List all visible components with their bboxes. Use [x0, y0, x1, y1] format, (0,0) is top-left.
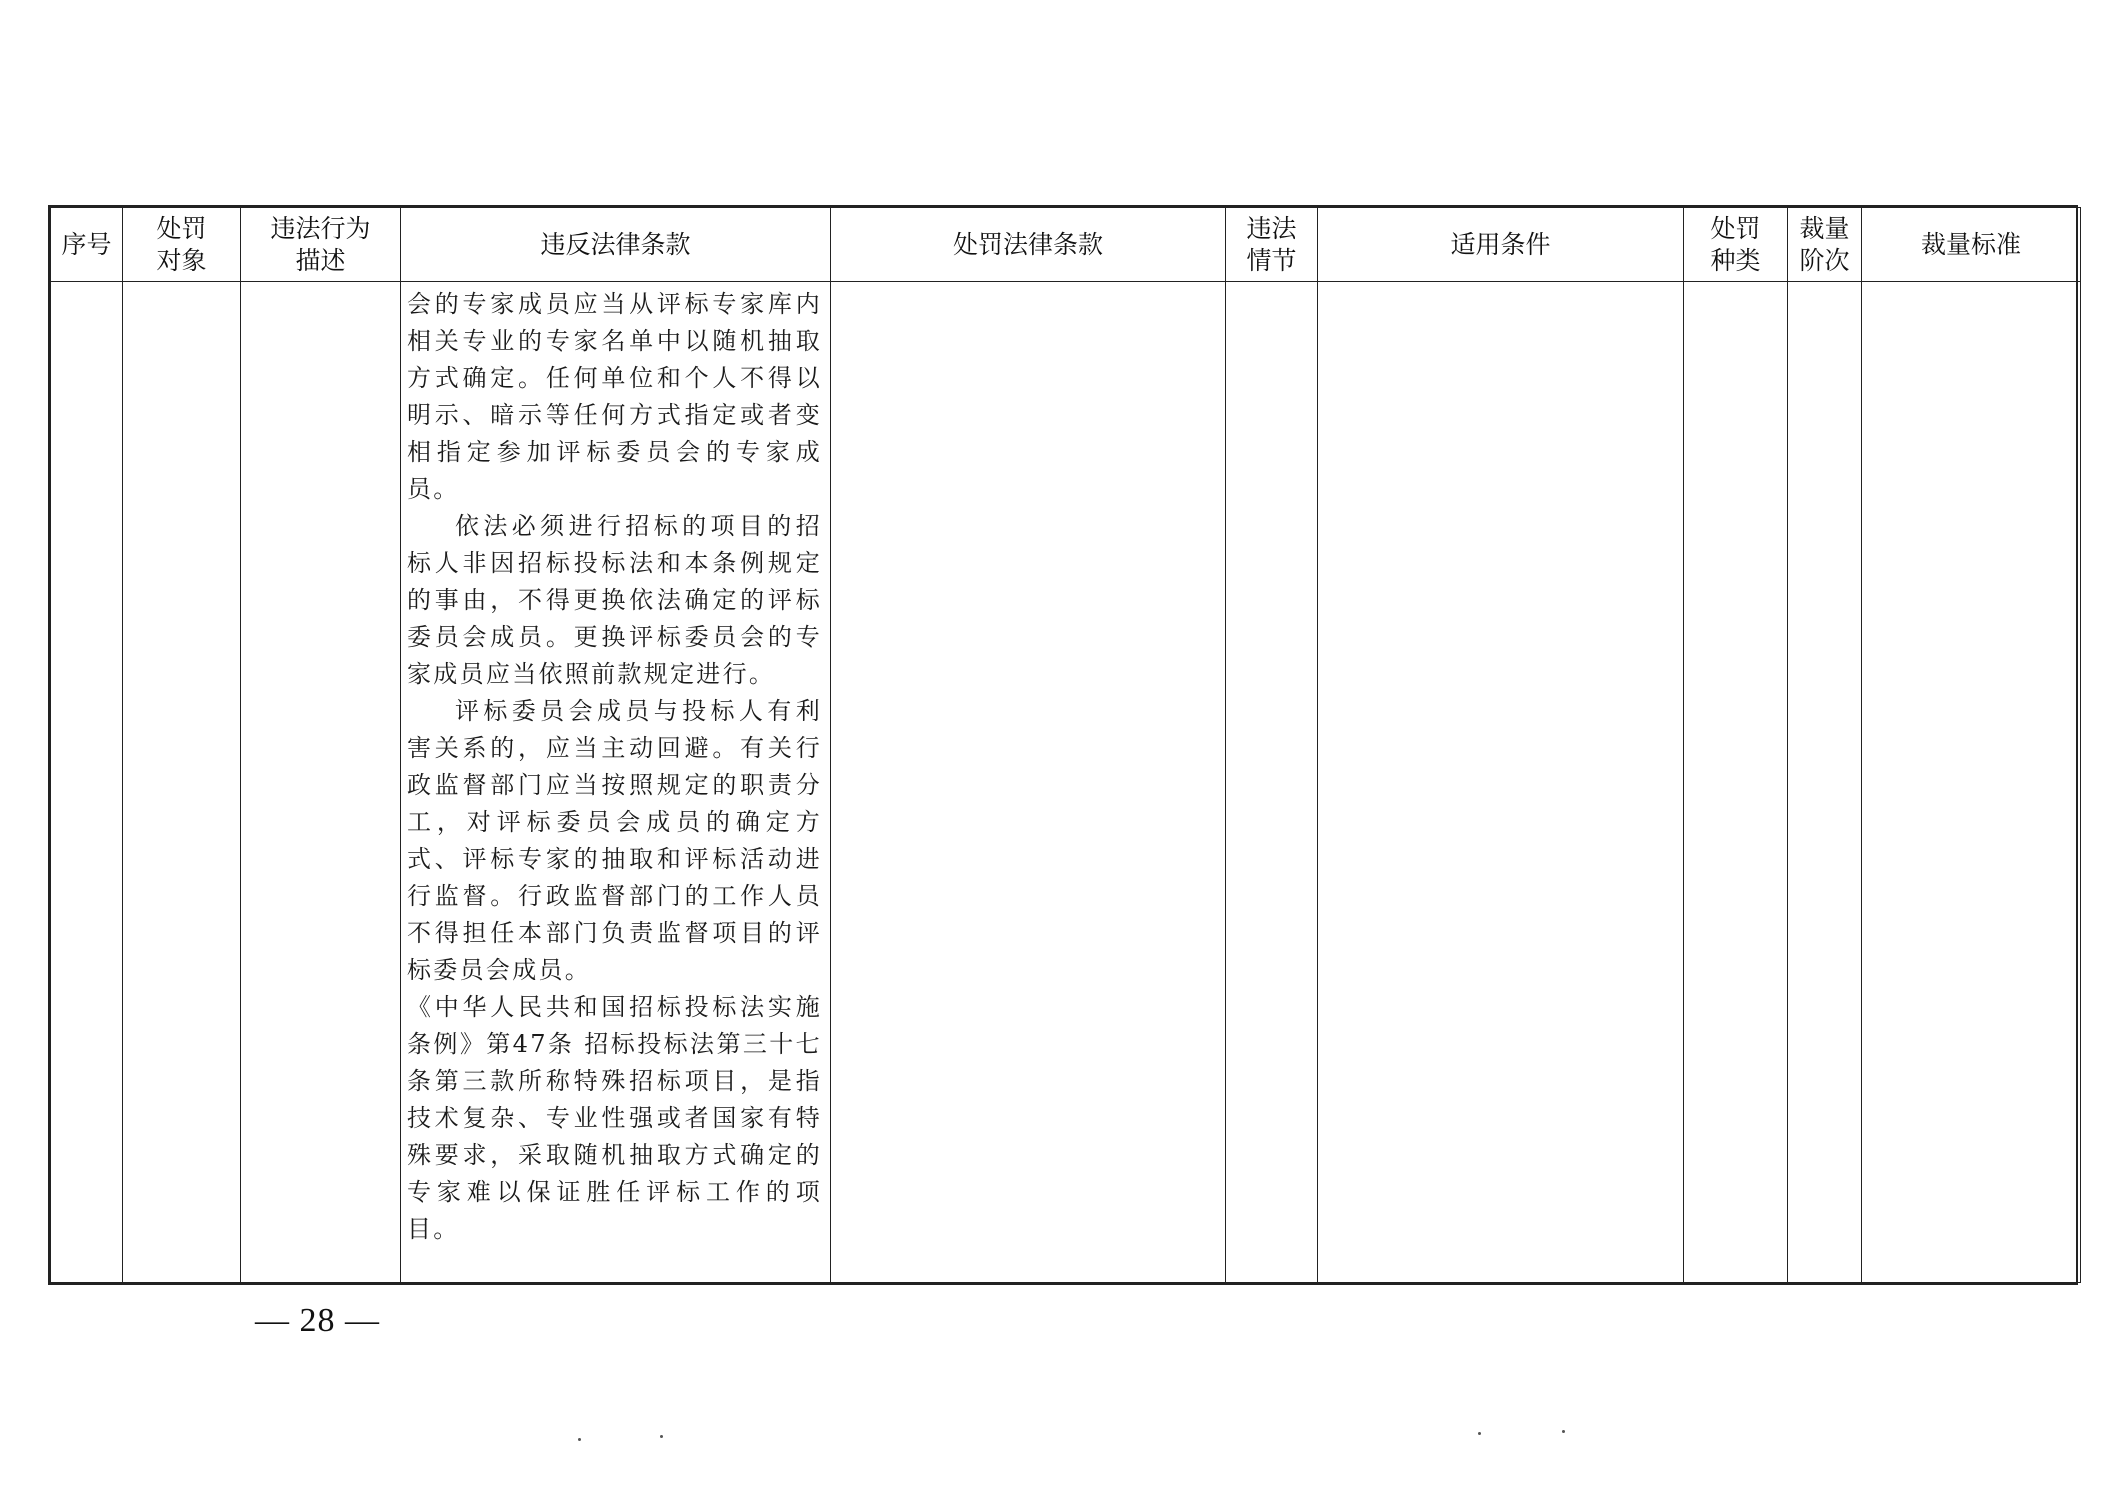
header-target	[123, 208, 241, 282]
header-behavior-text: 违法行为描述	[270, 213, 371, 275]
header-seq: 序号	[51, 208, 123, 282]
cell-circumstance	[1226, 282, 1318, 1283]
cell-conditions	[1318, 282, 1684, 1283]
law-paragraph: 依法必须进行招标的项目的招标人非因招标投标法和本条例规定的事由，不得更换依法确定的评标委员会成员。更换评标委员会的专家成员应当依照前款规定进行。	[407, 512, 822, 688]
table-header-row	[51, 208, 2081, 282]
cell-standard	[1862, 282, 2081, 1283]
cell-behavior	[241, 282, 401, 1283]
penalty-table-frame	[48, 205, 2078, 1285]
header-circumstance-text: 违法情节	[1246, 213, 1297, 275]
law-paragraph: 评标委员会成员与投标人有利害关系的，应当主动回避。有关行政监督部门应当按照规定的职责分工，对评标委员会成员的确定方式、评标专家的抽取和评标活动进行监督。行政监督部门的工作人员不得担任本部门负责监督项目的评标委员会成员。	[407, 697, 822, 984]
header-penalty-type-text: 处罚种类	[1710, 213, 1761, 275]
cell-seq	[51, 282, 123, 1283]
cell-violated-law	[401, 282, 831, 1283]
scan-speck	[1562, 1430, 1565, 1433]
header-violated-law: 违反法律条款	[401, 208, 831, 282]
header-target-text: 处罚对象	[156, 213, 207, 275]
penalty-discretion-table	[50, 207, 2081, 1283]
cell-penalty-law	[831, 282, 1226, 1283]
law-paragraph: 《中华人民共和国招标投标法实施条例》第47条 招标投标法第三十七条第三款所称特殊招标项目，是指技术复杂、专业性强或者国家有特殊要求，采取随机抽取方式确定的专家难以保证胜任评标工作的项目。	[407, 993, 822, 1243]
cell-target	[123, 282, 241, 1283]
header-level	[1788, 208, 1862, 282]
table-row	[51, 282, 2081, 1283]
header-behavior	[241, 208, 401, 282]
scan-speck	[1478, 1432, 1481, 1435]
law-paragraph: 会的专家成员应当从评标专家库内相关专业的专家名单中以随机抽取方式确定。任何单位和个人不得以明示、暗示等任何方式指定或者变相指定参加评标委员会的专家成员。	[407, 290, 822, 503]
header-conditions: 适用条件	[1318, 208, 1684, 282]
cell-penalty-type	[1684, 282, 1788, 1283]
scan-speck	[660, 1435, 663, 1438]
cell-level	[1788, 282, 1862, 1283]
violated-law-text	[401, 282, 830, 1248]
header-penalty-law: 处罚法律条款	[831, 208, 1226, 282]
header-level-text: 裁量阶次	[1799, 213, 1850, 275]
header-penalty-type	[1684, 208, 1788, 282]
header-circumstance	[1226, 208, 1318, 282]
page-number: — 28 —	[255, 1302, 380, 1339]
scan-speck	[578, 1438, 581, 1441]
header-standard: 裁量标准	[1862, 208, 2081, 282]
